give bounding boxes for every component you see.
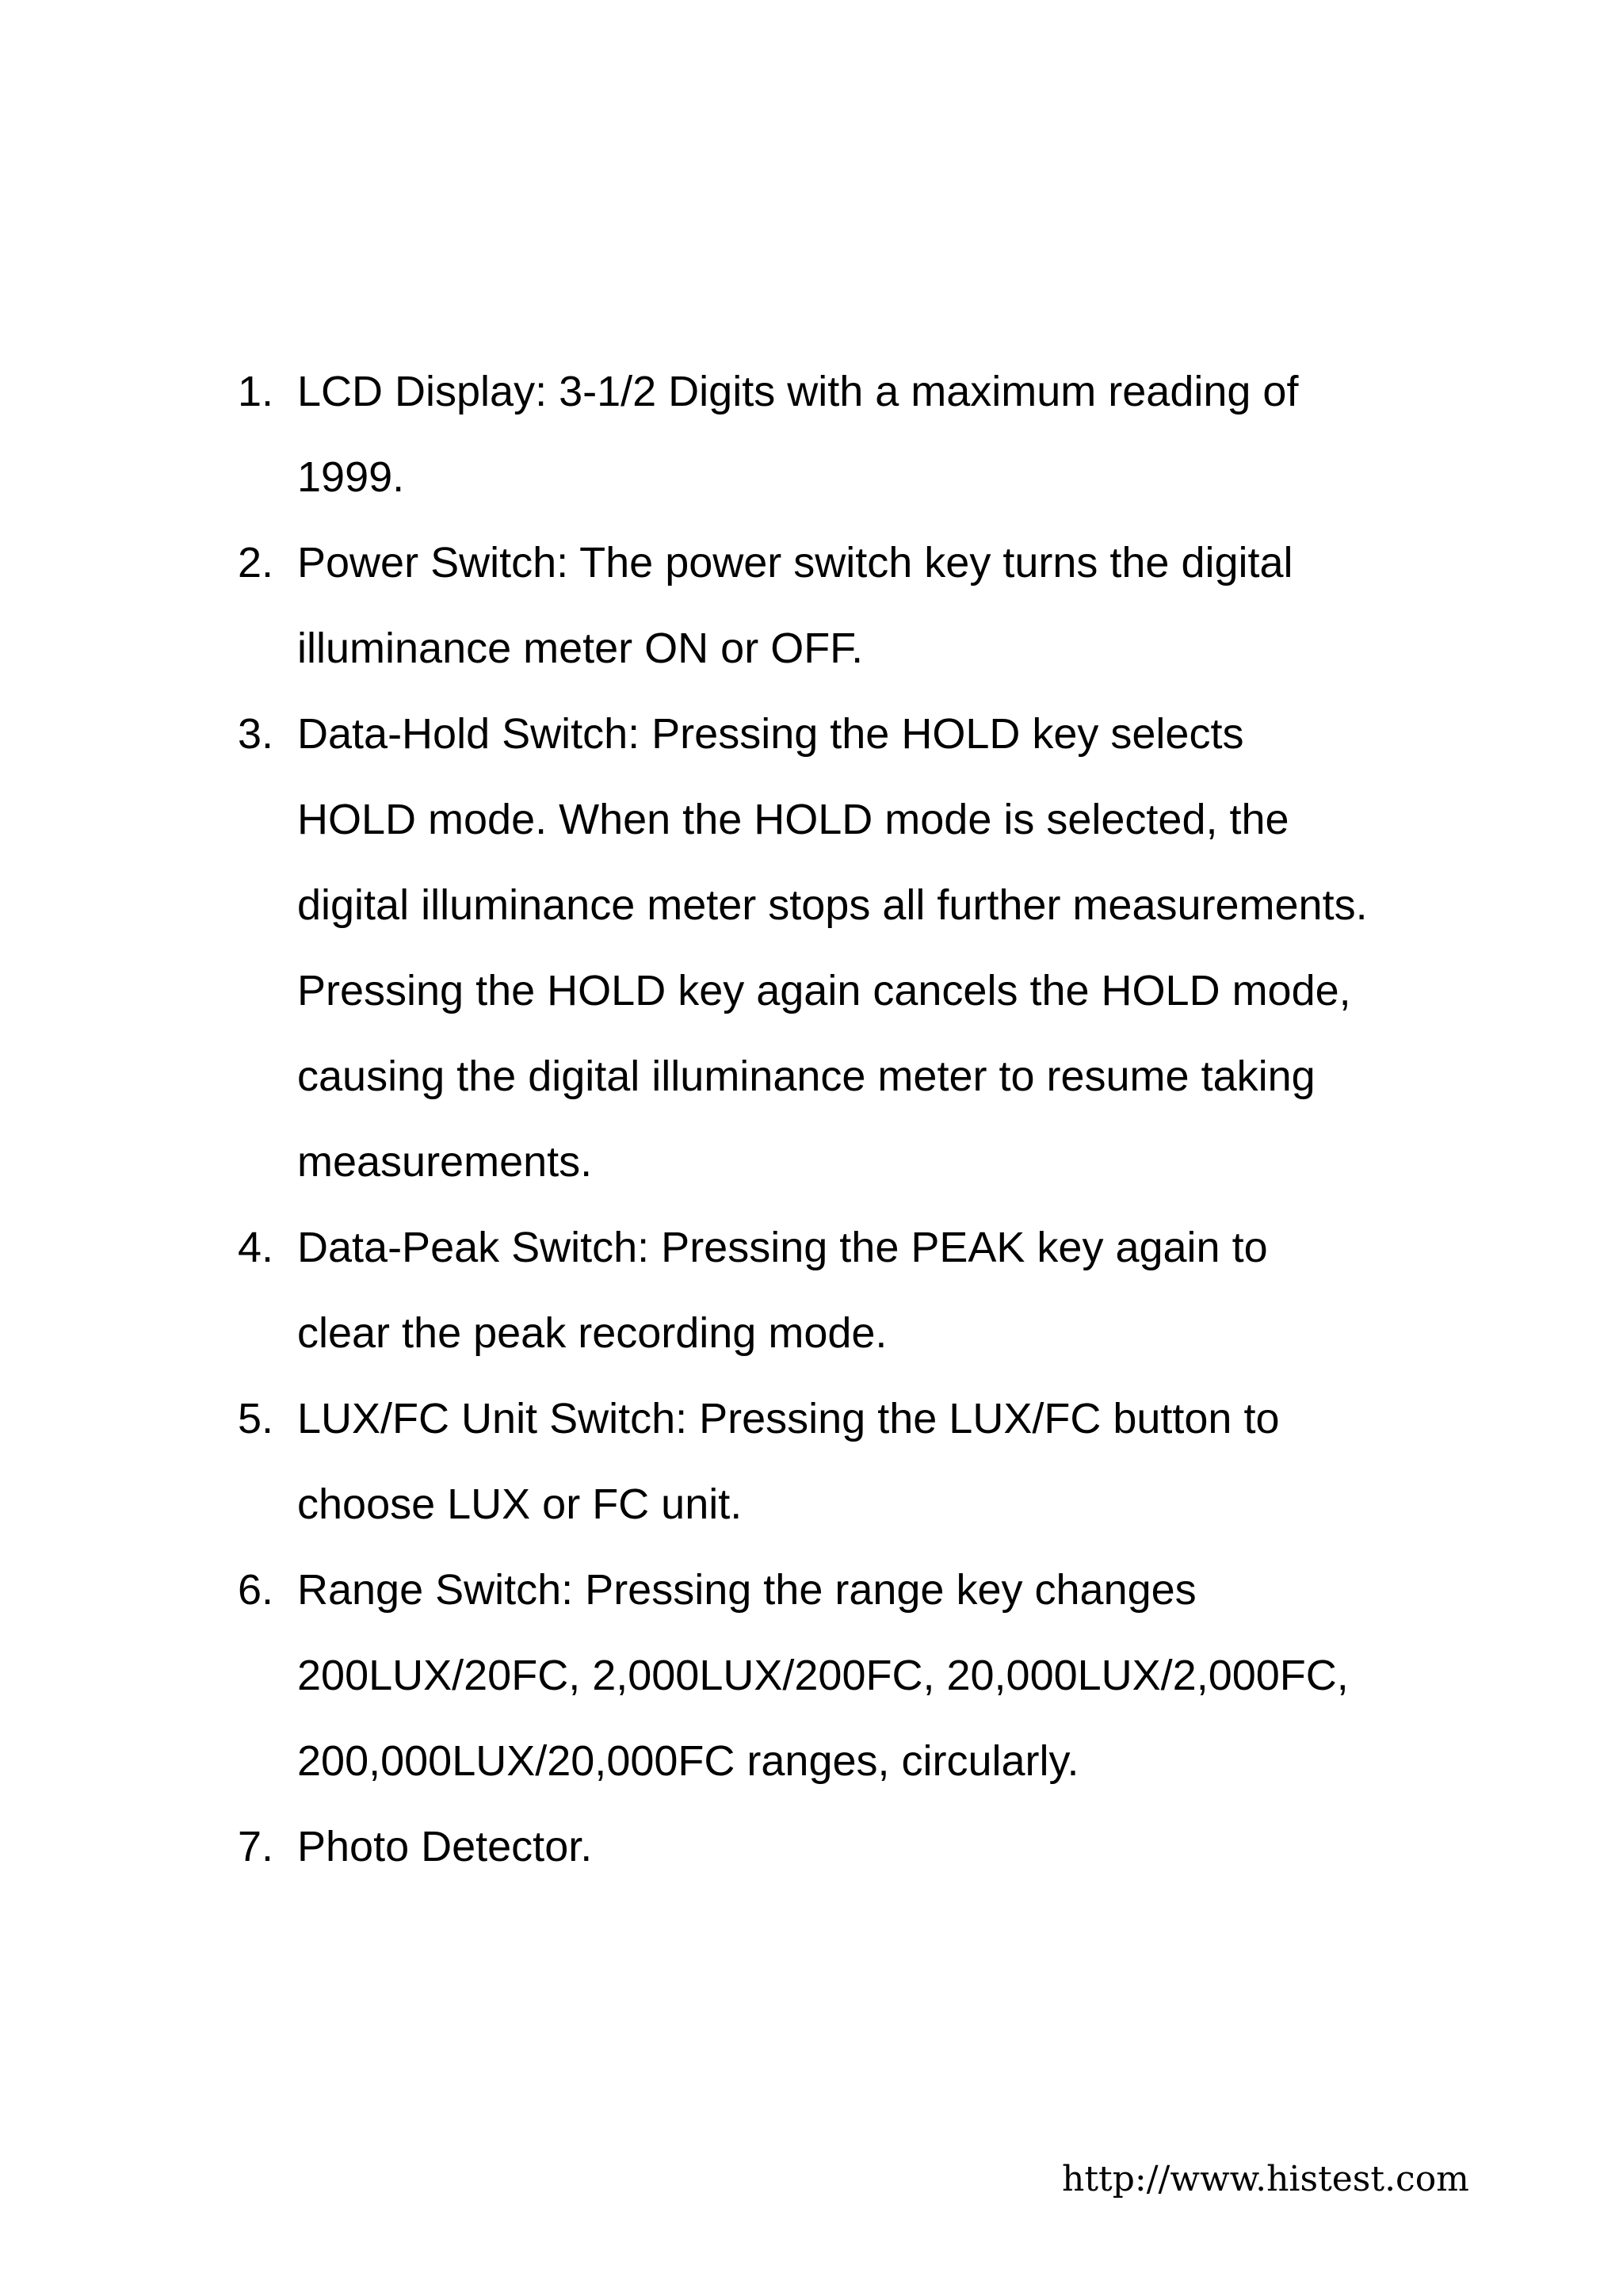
item-text-line: illuminance meter ON or OFF. — [297, 625, 864, 672]
item-text-line: HOLD mode. When the HOLD mode is selected, the — [297, 796, 1289, 843]
list-item — [238, 1205, 1426, 1376]
list-item — [238, 1547, 1426, 1804]
item-number: 5. — [238, 1395, 274, 1442]
item-number: 3. — [238, 710, 274, 758]
item-text-line: 200LUX/20FC, 2,000LUX/200FC, 20,000LUX/2,000FC, — [297, 1652, 1349, 1699]
item-text-line: Range Switch: Pressing the range key changes — [297, 1566, 1197, 1614]
item-text-line: Power Switch: The power switch key turns the digital — [297, 539, 1293, 586]
item-number: 4. — [238, 1224, 274, 1271]
component-list — [238, 349, 1426, 1889]
item-text-line: 1999. — [297, 453, 405, 501]
item-text-line: 200,000LUX/20,000FC ranges, circularly. — [297, 1737, 1079, 1785]
item-text-line: Data-Peak Switch: Pressing the PEAK key again to — [297, 1224, 1268, 1271]
list-item — [238, 691, 1426, 1205]
item-text-line: measurements. — [297, 1138, 593, 1186]
item-text-line: clear the peak recording mode. — [297, 1309, 888, 1357]
item-text-line: digital illuminance meter stops all further measurements. — [297, 881, 1368, 929]
list-item — [238, 1804, 1426, 1889]
item-text-line: choose LUX or FC unit. — [297, 1480, 743, 1528]
item-number: 2. — [238, 539, 274, 586]
item-number: 1. — [238, 368, 274, 415]
list-item — [238, 349, 1426, 520]
item-text-line: Photo Detector. — [297, 1823, 593, 1870]
item-number: 6. — [238, 1566, 274, 1614]
item-text-line: Data-Hold Switch: Pressing the HOLD key selects — [297, 710, 1244, 758]
list-item — [238, 1376, 1426, 1547]
item-text-line: LCD Display: 3-1/2 Digits with a maximum reading of — [297, 368, 1299, 415]
list-item — [238, 520, 1426, 691]
item-text-line: LUX/FC Unit Switch: Pressing the LUX/FC button to — [297, 1395, 1280, 1442]
item-number: 7. — [238, 1823, 274, 1870]
item-text-line: Pressing the HOLD key again cancels the HOLD mode, — [297, 967, 1351, 1014]
item-text-line: causing the digital illuminance meter to resume taking — [297, 1052, 1316, 1100]
footer-website-url: http://www.histest.com — [1062, 2159, 1469, 2199]
